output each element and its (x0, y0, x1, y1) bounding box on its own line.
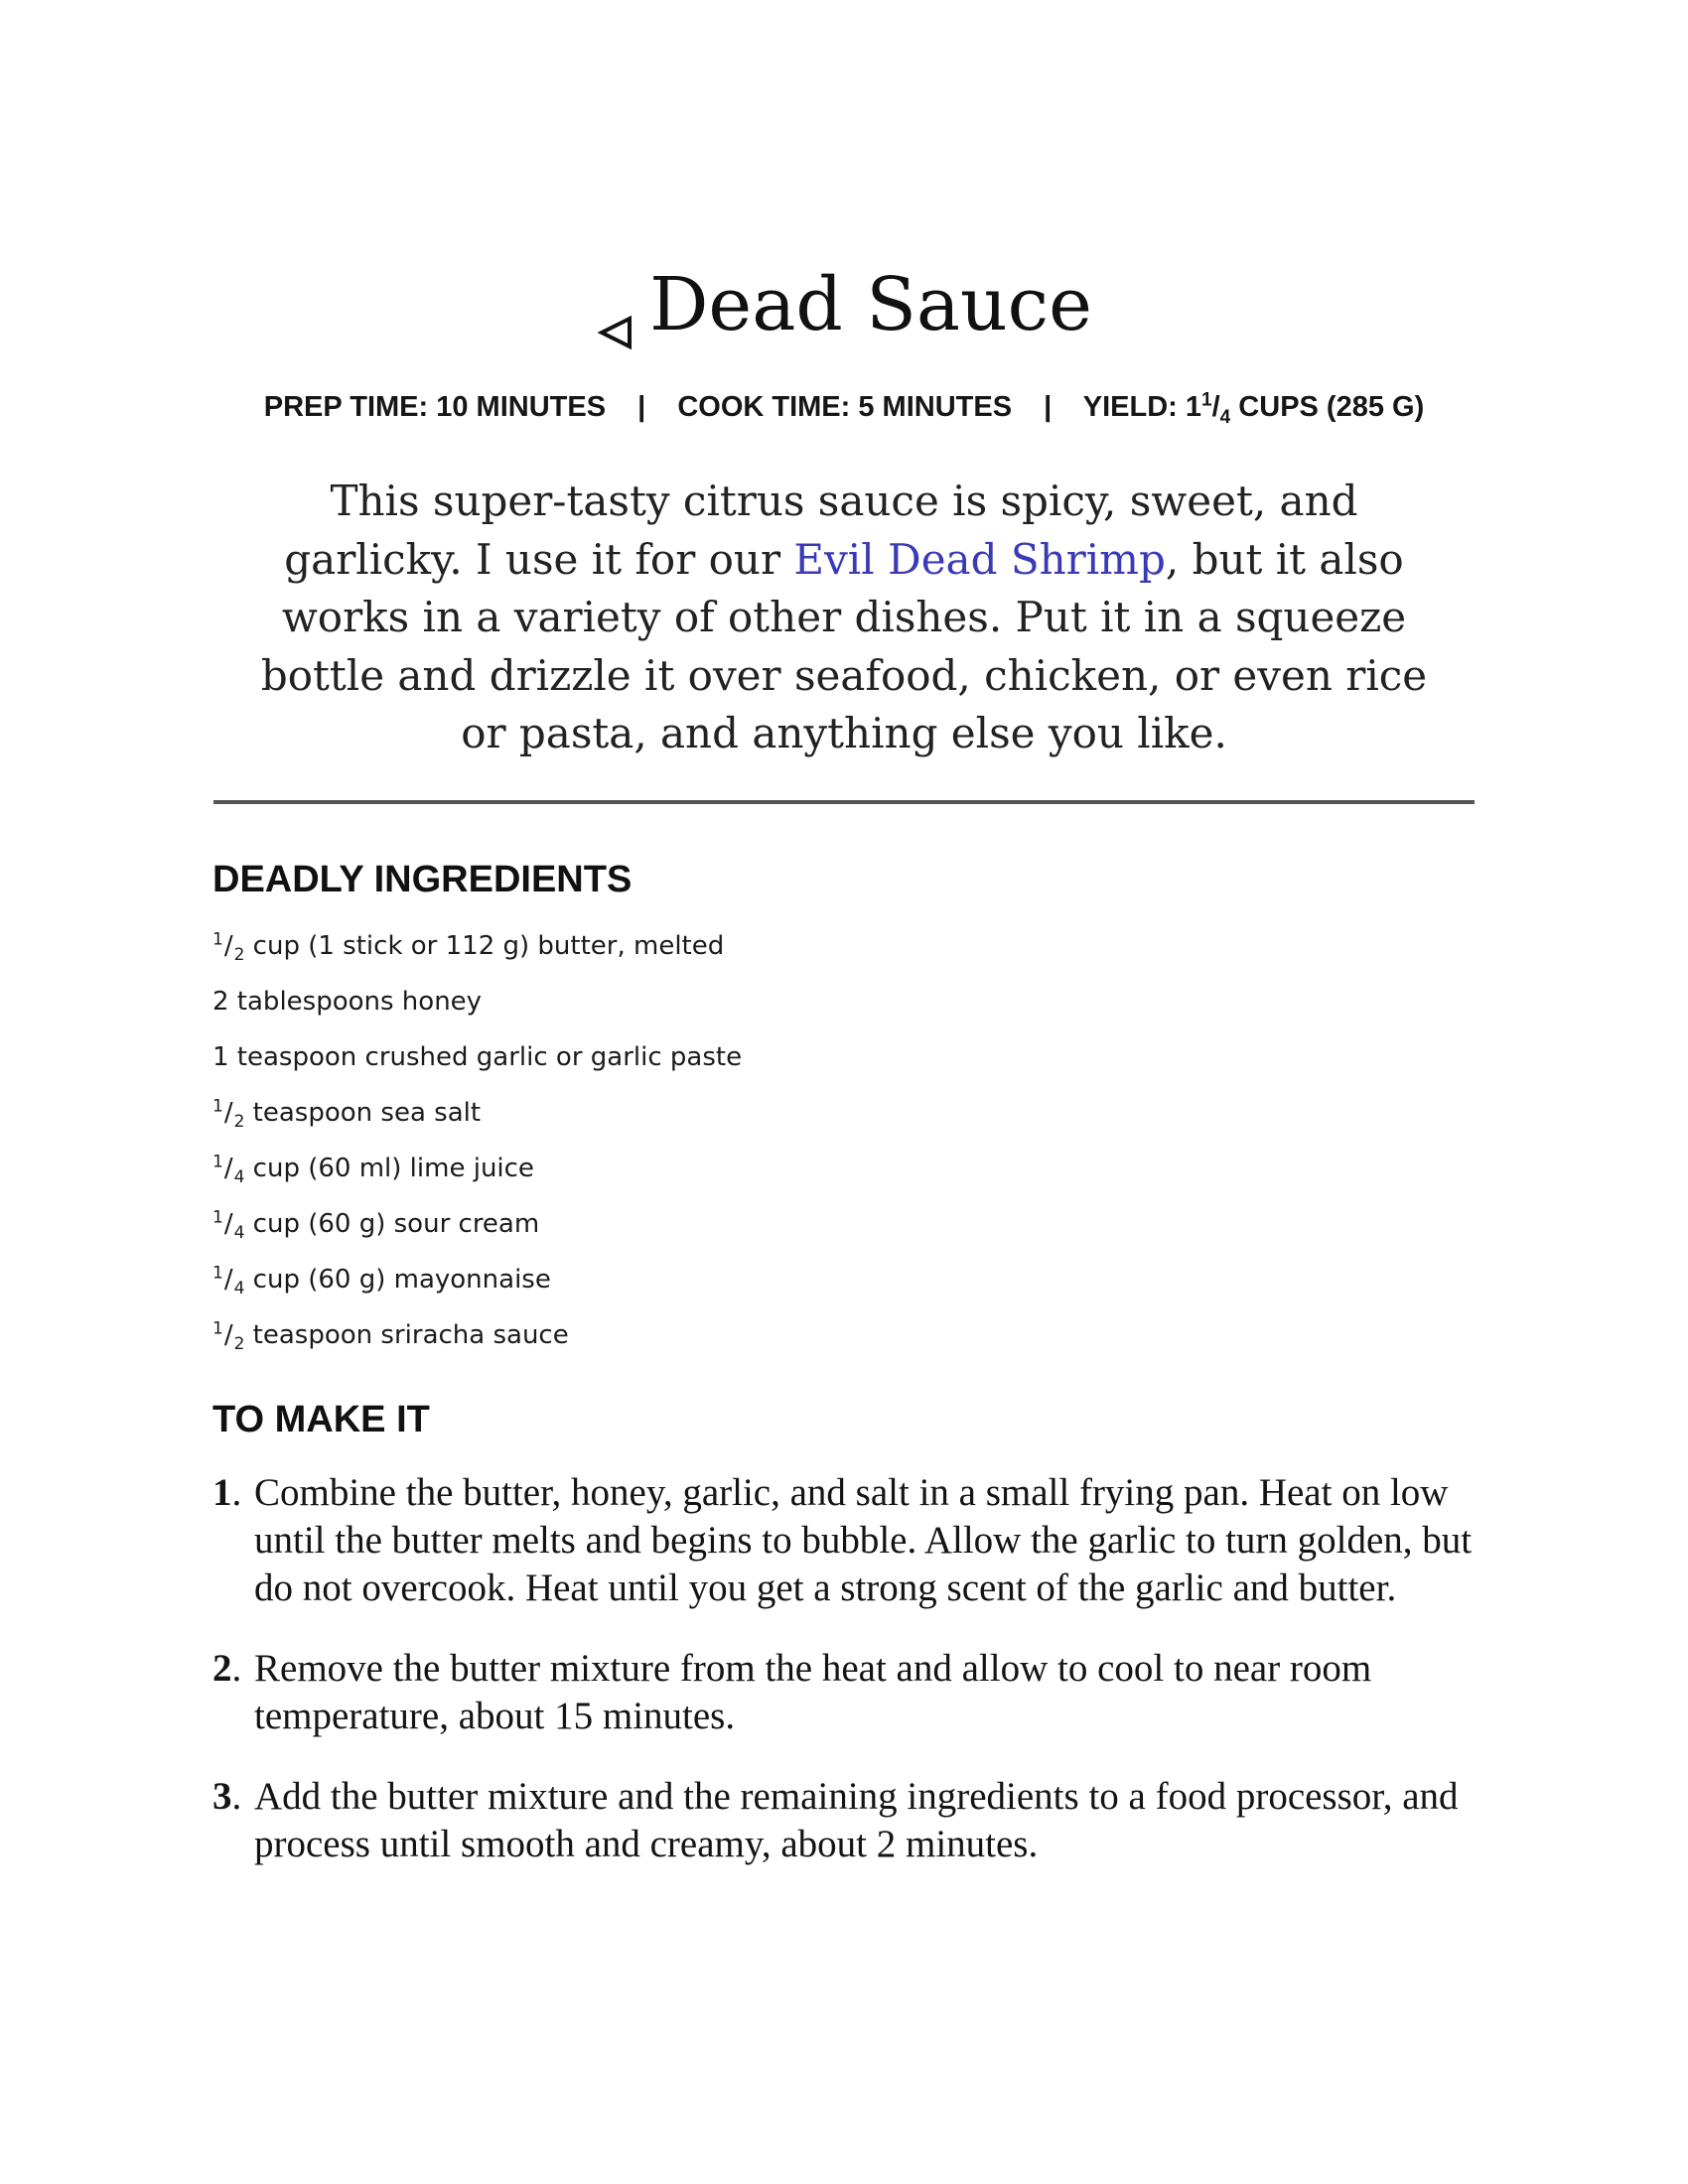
recipe-intro (248, 473, 1440, 763)
steps-heading: TO MAKE IT (212, 1399, 430, 1440)
ingredient-fraction: $^1/_4$ (212, 1263, 245, 1299)
meta-separator: | (637, 391, 646, 423)
fraction-denominator: 4 (233, 1223, 245, 1244)
fraction-denominator: 2 (233, 1334, 245, 1355)
ingredient-fraction: $^1/_4$ (212, 1207, 245, 1244)
yield-whole: YIELD: 1 (1082, 391, 1202, 423)
step-number: 2. (212, 1647, 242, 1690)
fraction-denominator: 4 (233, 1279, 245, 1299)
ingredient-text: 1 teaspoon crushed garlic or garlic paste (212, 1042, 743, 1072)
ingredient-text: 2 tablespoons honey (212, 987, 483, 1017)
ingredient-fraction: $^1/_4$ (212, 1152, 245, 1188)
ingredient-fraction: $^1/_2$ (212, 929, 245, 966)
ingredient-text: cup (60 g) mayonnaise (244, 1265, 551, 1295)
recipe-meta (0, 387, 1688, 427)
evil-dead-shrimp-link[interactable]: Evil Dead Shrimp (793, 534, 1166, 584)
step-item (212, 1469, 1493, 1612)
back-arrow-icon[interactable] (596, 283, 635, 323)
ingredient-item (212, 1312, 742, 1368)
yield-frac-num: 1 (1201, 389, 1212, 411)
ingredient-item (212, 1257, 742, 1312)
step-item (212, 1773, 1493, 1868)
prep-time: PREP TIME: 10 MINUTES (263, 391, 607, 423)
fraction-denominator: 2 (233, 945, 245, 966)
fraction-numerator: 1 (212, 929, 223, 950)
fraction-numerator: 1 (212, 1263, 223, 1284)
step-item (212, 1645, 1493, 1740)
step-text: Add the butter mixture and the remaining ingredients to a food processor, and process until smooth and creamy, about 2 minutes. (254, 1775, 1459, 1865)
ingredient-item (212, 1201, 742, 1257)
ingredients-heading: DEADLY INGREDIENTS (212, 859, 633, 900)
yield: YIELD: $1^1/_4$ CUPS (285 G) (1082, 389, 1425, 428)
step-text: Remove the butter mixture from the heat and allow to cool to near room temperature, about 15 minutes. (254, 1647, 1372, 1737)
ingredients-list (212, 923, 742, 1368)
step-number: 3. (212, 1775, 242, 1818)
ingredient-text: cup (60 ml) lime juice (244, 1154, 534, 1183)
ingredient-item (212, 1034, 742, 1090)
yield-frac-den: 4 (1219, 406, 1231, 428)
ingredient-item (212, 1146, 742, 1201)
yield-suffix: CUPS (285 G) (1230, 391, 1425, 423)
intro-text-after: , but it also works in a variety of other dishes. Put it in a squeeze bottle and drizzle it over seafood, chicken, or even rice or pasta, and anything else you like. (260, 534, 1428, 757)
step-text: Combine the butter, honey, garlic, and salt in a small frying pan. Heat on low until the butter melts and begins to bubble. Allow the garlic to turn golden, but do not overcook. Heat until you get a strong scent of the garlic and butter. (254, 1471, 1473, 1609)
ingredient-item (212, 979, 742, 1034)
steps-list (212, 1469, 1493, 1901)
meta-separator: | (1044, 391, 1053, 423)
cook-time: COOK TIME: 5 MINUTES (677, 391, 1013, 423)
fraction-numerator: 1 (212, 1096, 223, 1117)
ingredient-fraction: $^1/_2$ (212, 1096, 245, 1133)
fraction-denominator: 2 (233, 1112, 245, 1133)
ingredient-text: teaspoon sriracha sauce (244, 1320, 569, 1350)
ingredient-item (212, 923, 742, 979)
recipe-title-row (0, 260, 1688, 349)
fraction-denominator: 4 (233, 1167, 245, 1188)
recipe-title: Dead Sauce (649, 262, 1092, 347)
section-divider (213, 800, 1475, 804)
fraction-numerator: 1 (212, 1318, 223, 1339)
ingredient-text: cup (60 g) sour cream (244, 1209, 540, 1239)
intro-text-before: This super-tasty citrus sauce is spicy, sweet, and garlicky. I use it for our (284, 477, 1358, 584)
step-number: 1. (212, 1471, 242, 1514)
ingredient-text: teaspoon sea salt (244, 1098, 482, 1128)
ingredient-text: cup (1 stick or 112 g) butter, melted (244, 931, 725, 961)
ingredient-item (212, 1090, 742, 1146)
fraction-numerator: 1 (212, 1152, 223, 1172)
ingredient-fraction: $^1/_2$ (212, 1318, 245, 1355)
fraction-numerator: 1 (212, 1207, 223, 1228)
